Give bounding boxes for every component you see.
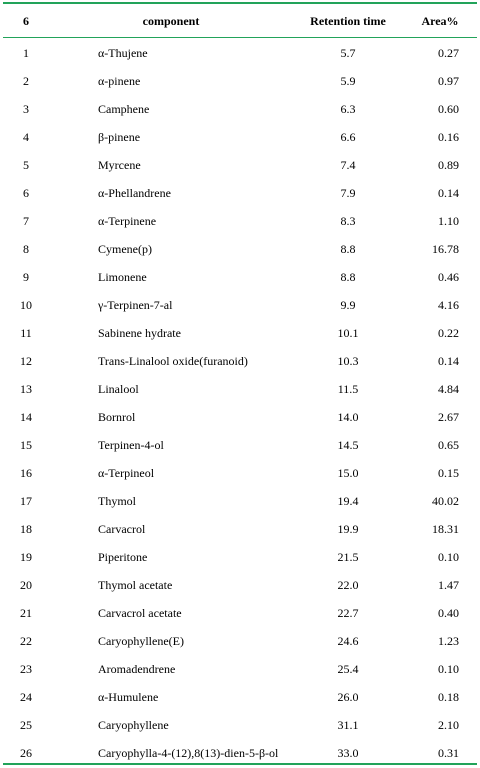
row-area-percent: 0.14 [438, 353, 459, 368]
row-retention-time: 5.9 [340, 73, 356, 88]
table-header-row [3, 6, 477, 37]
row-area-percent: 0.46 [438, 269, 459, 284]
table-top-rule [3, 2, 477, 4]
table-row [3, 543, 477, 571]
header-number: 6 [23, 14, 29, 28]
row-area-percent: 0.27 [438, 45, 459, 60]
row-component: Bornrol [98, 409, 136, 424]
row-number: 20 [20, 577, 32, 592]
row-retention-time: 19.9 [337, 521, 359, 536]
table-row [3, 319, 477, 347]
row-component: Carvacrol [98, 521, 146, 536]
row-number: 14 [20, 409, 32, 424]
row-area-percent: 0.10 [438, 549, 459, 564]
row-number: 12 [20, 353, 32, 368]
row-area-percent: 0.65 [438, 437, 459, 452]
row-number: 9 [23, 269, 29, 284]
row-number: 10 [20, 297, 32, 312]
row-component: Caryophylla-4-(12),8(13)-dien-5-β-ol [98, 745, 279, 760]
row-component: Thymol acetate [98, 577, 173, 592]
row-component: Cymene(p) [98, 241, 152, 256]
row-component: Carvacrol acetate [98, 605, 182, 620]
row-retention-time: 8.8 [340, 241, 356, 256]
row-number: 11 [20, 325, 32, 340]
row-component: Caryophyllene(E) [98, 633, 184, 648]
table-row [3, 711, 477, 739]
header-area-percent: Area% [421, 14, 459, 28]
row-component: Thymol [98, 493, 136, 508]
row-component: Terpinen-4-ol [98, 437, 164, 452]
row-component: α-Terpineol [98, 465, 155, 480]
row-area-percent: 0.40 [438, 605, 459, 620]
header-retention-time: Retention time [310, 14, 386, 28]
table-row [3, 459, 477, 487]
row-retention-time: 7.4 [340, 157, 356, 172]
table-row [3, 67, 477, 95]
row-retention-time: 5.7 [340, 45, 356, 60]
row-retention-time: 31.1 [337, 717, 359, 732]
row-number: 7 [23, 213, 29, 228]
row-number: 26 [20, 745, 32, 760]
row-number: 3 [23, 101, 29, 116]
row-component: Sabinene hydrate [98, 325, 181, 340]
row-number: 2 [23, 73, 29, 88]
row-area-percent: 0.22 [438, 325, 459, 340]
row-number: 17 [20, 493, 32, 508]
row-area-percent: 4.16 [438, 297, 459, 312]
composition-table [3, 6, 477, 767]
row-area-percent: 1.10 [438, 213, 459, 228]
row-component: Caryophyllene [98, 717, 169, 732]
row-number: 5 [23, 157, 29, 172]
row-area-percent: 1.23 [438, 633, 459, 648]
row-number: 23 [20, 661, 32, 676]
row-area-percent: 0.15 [438, 465, 459, 480]
table-row [3, 95, 477, 123]
row-area-percent: 0.97 [438, 73, 459, 88]
row-retention-time: 9.9 [340, 297, 356, 312]
row-number: 24 [20, 689, 32, 704]
table-row [3, 571, 477, 599]
row-retention-time: 14.0 [337, 409, 359, 424]
table-row [3, 431, 477, 459]
table-row [3, 263, 477, 291]
row-component: α-Humulene [98, 689, 159, 704]
row-area-percent: 40.02 [432, 493, 459, 508]
row-retention-time: 6.6 [340, 129, 356, 144]
row-component: α-Thujene [98, 45, 148, 60]
row-retention-time: 7.9 [340, 185, 356, 200]
row-number: 4 [23, 129, 29, 144]
row-retention-time: 22.0 [337, 577, 359, 592]
row-retention-time: 10.1 [337, 325, 359, 340]
table-row [3, 683, 477, 711]
row-number: 6 [23, 185, 29, 200]
row-retention-time: 26.0 [337, 689, 359, 704]
row-component: Limonene [98, 269, 147, 284]
table-row [3, 599, 477, 627]
table-row [3, 487, 477, 515]
row-area-percent: 0.14 [438, 185, 459, 200]
row-component: Myrcene [98, 157, 141, 172]
row-area-percent: 18.31 [432, 521, 459, 536]
row-number: 21 [20, 605, 32, 620]
row-component: Linalool [98, 381, 139, 396]
row-component: γ-Terpinen-7-al [98, 297, 173, 312]
row-component: α-Terpinene [98, 213, 157, 228]
row-area-percent: 0.89 [438, 157, 459, 172]
row-retention-time: 8.3 [340, 213, 356, 228]
table-row [3, 37, 477, 67]
row-component: Camphene [98, 101, 150, 116]
row-area-percent: 0.10 [438, 661, 459, 676]
row-area-percent: 16.78 [432, 241, 459, 256]
table-row [3, 151, 477, 179]
table-bottom-rule [3, 763, 477, 765]
row-retention-time: 33.0 [337, 745, 359, 760]
row-number: 13 [20, 381, 32, 396]
row-retention-time: 6.3 [340, 101, 356, 116]
row-number: 16 [20, 465, 32, 480]
table-row [3, 179, 477, 207]
table-row [3, 123, 477, 151]
table-row [3, 235, 477, 263]
row-retention-time: 11.5 [337, 381, 359, 396]
row-number: 8 [23, 241, 29, 256]
row-retention-time: 25.4 [337, 661, 359, 676]
table-row [3, 291, 477, 319]
row-component: Aromadendrene [98, 661, 176, 676]
row-retention-time: 24.6 [337, 633, 359, 648]
row-retention-time: 22.7 [337, 605, 359, 620]
row-area-percent: 1.47 [438, 577, 459, 592]
row-component: Piperitone [98, 549, 148, 564]
row-component: β-pinene [98, 129, 141, 144]
table-row [3, 515, 477, 543]
row-area-percent: 2.67 [438, 409, 459, 424]
table-row [3, 207, 477, 235]
row-retention-time: 8.8 [340, 269, 356, 284]
table-row [3, 655, 477, 683]
row-component: α-Phellandrene [98, 185, 171, 200]
row-number: 22 [20, 633, 32, 648]
row-number: 19 [20, 549, 32, 564]
row-area-percent: 2.10 [438, 717, 459, 732]
table-row [3, 375, 477, 403]
row-area-percent: 4.84 [438, 381, 459, 396]
row-component: α-pinene [98, 73, 141, 88]
table-row [3, 347, 477, 375]
row-number: 25 [20, 717, 32, 732]
row-number: 1 [23, 45, 29, 60]
row-retention-time: 19.4 [337, 493, 359, 508]
row-retention-time: 10.3 [337, 353, 359, 368]
row-retention-time: 15.0 [337, 465, 359, 480]
row-area-percent: 0.31 [438, 745, 459, 760]
row-area-percent: 0.16 [438, 129, 459, 144]
header-component: component [142, 14, 200, 28]
row-number: 15 [20, 437, 32, 452]
row-area-percent: 0.18 [438, 689, 459, 704]
table-row [3, 403, 477, 431]
table-body [3, 37, 477, 767]
row-area-percent: 0.60 [438, 101, 459, 116]
row-retention-time: 21.5 [337, 549, 359, 564]
row-number: 18 [20, 521, 32, 536]
row-retention-time: 14.5 [337, 437, 359, 452]
table-row [3, 627, 477, 655]
row-component: Trans-Linalool oxide(furanoid) [98, 353, 248, 368]
